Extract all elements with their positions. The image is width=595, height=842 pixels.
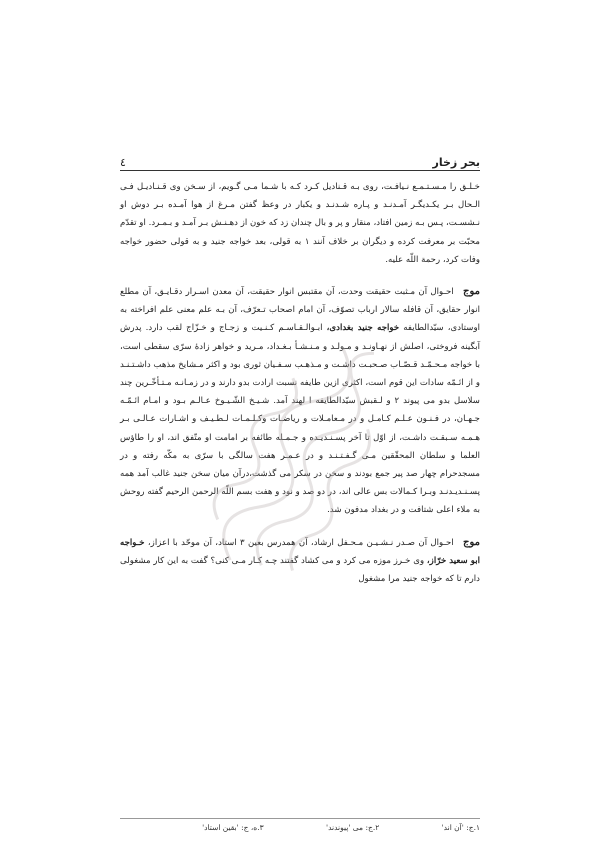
running-header [120,152,480,172]
paragraph-text: احـوال آن مـثبت حقيقت وحدت، آن مقتبس انوار حقيقت، آن معدن اسـرار دقـايـق، آن مطلع انوار حقايق، آن قافله سالار ارباب تصوّف، آن امام اصحاب تـعرّف، آن بـه علم معنی علم افراخته به اوستادی، سيّدالطايفه [120,287,480,334]
section-label: موج [463,286,481,298]
page-number: ٤ [120,156,126,169]
body-text [120,178,480,588]
section-label: موج [463,536,481,548]
footnote-3: ٣.ه، ج: 'بقين استاد' [202,823,264,832]
paragraph-text: وی خـرز موزه می كرد و می كشاد گفتند چـه كـار مـی كنی؟ گفت به اين كار مشغولی دارم تا كه خواجه جنيد مرا مشغول [120,555,480,585]
footnote-1: ١.ج: 'آن اند' [441,823,480,832]
header-rule [120,170,480,171]
paragraph-1: خـلـق را مـسـتـمـع نـيافـت، روی بـه قـناديل كـرد كـه با شـما مـی گـويم، از سـخن وی قـنـاديـل فـی الـحال بـر يكـديگـر آمـدنـد و پـاره شـدنـد و يكبار در وعظ گفتن مـرغ از هوا آمـده بـر دوش او نـشسـت، پـس بـه زمين افتاد، منقار و پر و بال چندان زد كه خون از دهـنـش بـر آمـد و بـمـرد. او تقدّم محبّت بر معرفت كرده و ديگران بر خلاف آنند ١ به قولی، بعد خواجه جنيد و به قولی حضور خواجه وفات كرد، رحمة اللّه عليه. [120,182,480,265]
person-name: خواجه جنيد بغدادی، [326,323,400,334]
footnote-rule [120,818,480,819]
running-title: بحر زخار [432,156,480,169]
paragraph-text: ابـوالـقـاسـم كـنـيت و زجـاج و خـزّاج لقب دارد. پدرش آبگينه فروختی، اصلش از نهـاونـد و مـولـد و مـنـشـأ بـغـداد، مـريد و خواهر زادهٔ سرّی سقطی است، با خواجه مـحـمّـد قـصّـاب صـحبـت داشـت و مـذهـب سـفـيان ثوری بود و اكثر مـشايخ مذهب داشـتـنـد و از ائـمّه سادات اين قوم است، اكثری ازين طايفه نسبت ارادت بدو دارند و در زمـانـه مـتـأخّـرين چند سلاسل بدو می پيوند ٢ و لـقبش سيّدالطايفه ا لهند آمد. شـيـخ الشّـيـوخ عـالـم بـود و امـام ائـمّـه جـهـان، در فـنـون عـلـم كـامـل و در مـعامـلات و رياضـات وكـلـمـات لـطـيـف و اشـارات عـالـی بـر هـمـه سـبقـت داشـت، از اوّل تا آخر پسـنـديـده و جـمـله طائفه بر امامت او متّفق اند، او را طاؤس العلما و سلطان المحقّقين مـی گـفـتـنـد و در عـمـر هفت سالگی با سرّی به مكّه رفته و در مسجدحرام چهار صد پير جمع بودند و سخن در سكر می گذشت،درآن ميان سخن جنيد غالب آمد همه پسـنـديـدنـد وبـرا كـمالات بس عالی اند، در دو صد و نود و هفت بسم اللّه الرحمن الرحيم گفته روحش به ملاء اعلی شتافت و در بغداد مدفون شد. [120,323,480,516]
person-name: خـواجه ابو سعيد خرّاز، [120,537,480,566]
footnote-2: ٢.ج: می 'پيوندند' [326,823,380,832]
paragraph-3 [120,534,480,589]
paragraph-2 [120,283,480,520]
footnotes [120,823,480,832]
paragraph-text: احـوال آن صـدر نـشـيـن مـحـفل ارشاد، آن همدرس بعين ٣ استاد، آن موحّد با اعزاز، [147,537,454,548]
